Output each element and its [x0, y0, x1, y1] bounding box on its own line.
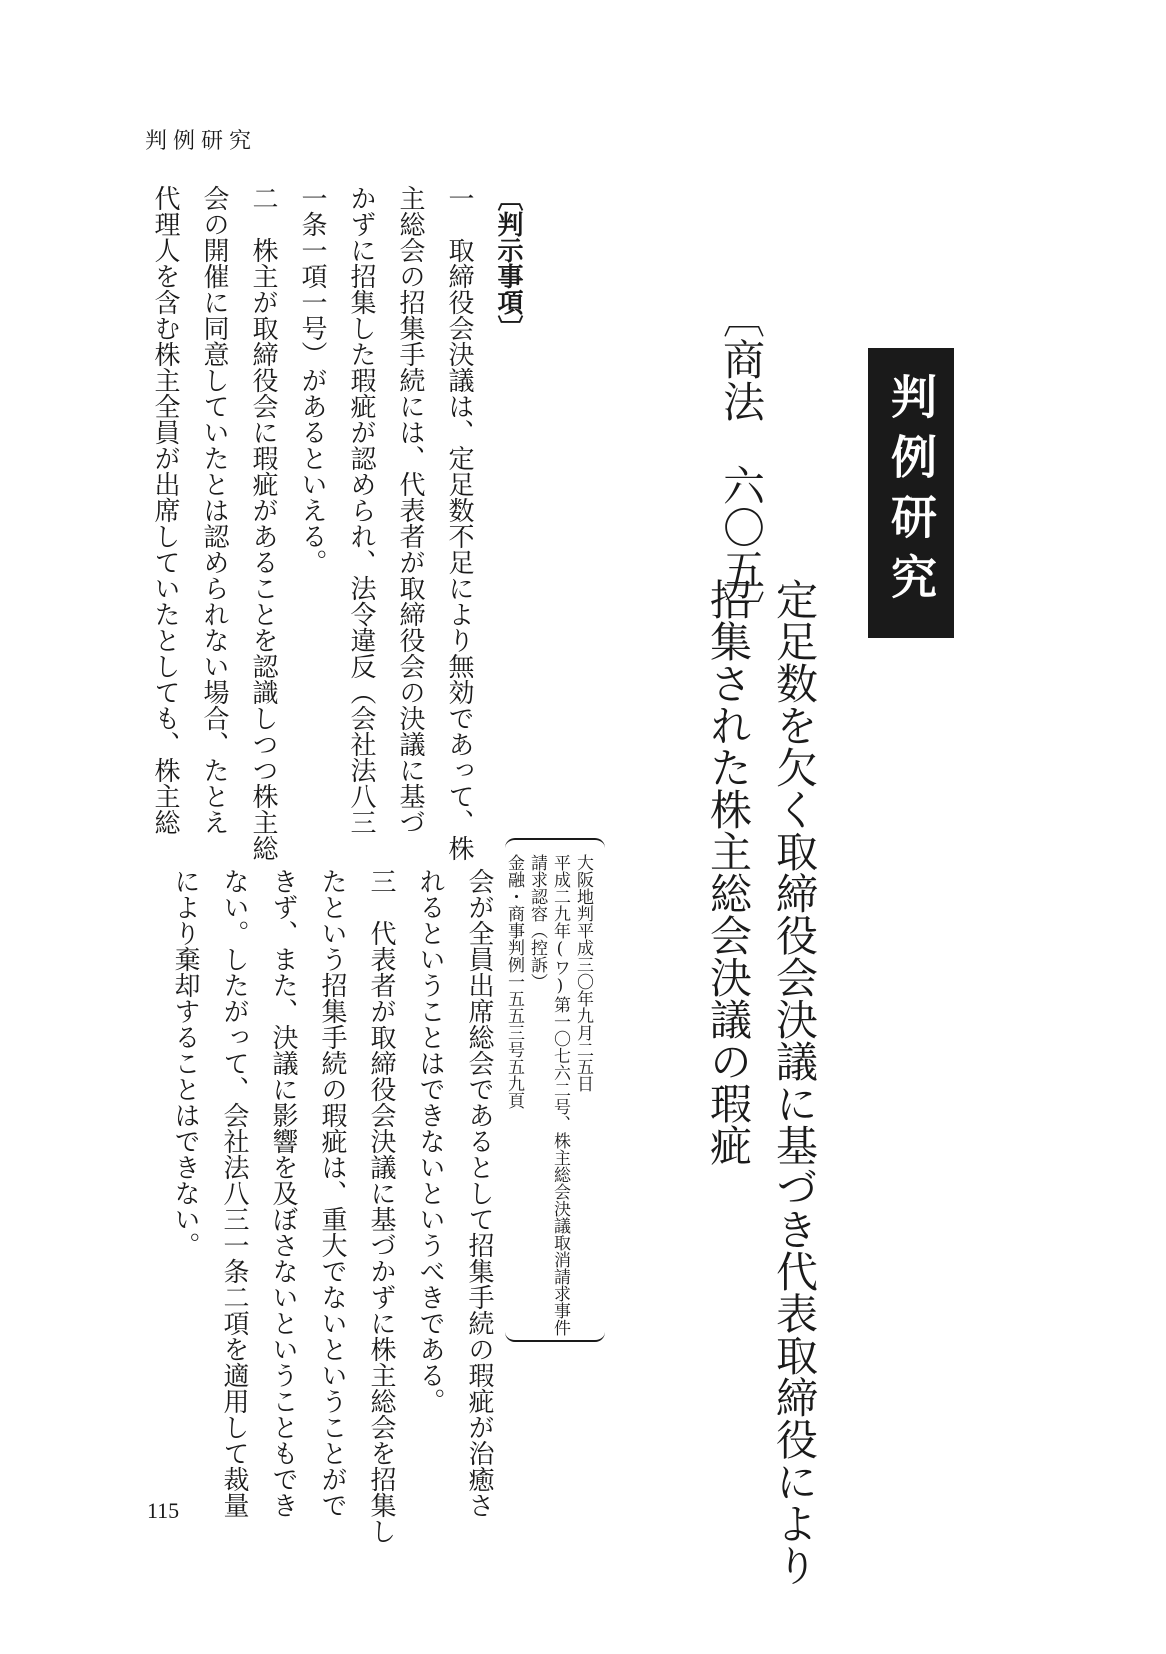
citation-line: 大阪地判平成三〇年九月二五日 [573, 854, 593, 1092]
holdings-line: 一 取締役会決議は、定足数不足により無効であって、株 [444, 185, 474, 861]
holdings-line: ない。したがって、会社法八三一条二項を適用して裁量 [219, 868, 249, 1518]
holdings-line: 代理人を含む株主全員が出席していたとしても、株主総 [150, 185, 180, 835]
holdings-line: 主総会の招集手続には、代表者が取締役会の決議に基づ [395, 185, 425, 835]
holdings-line: たという招集手続の瑕疵は、重大でないということがで [317, 868, 347, 1518]
holdings-line: 会が全員出席総会であるとして招集手続の瑕疵が治癒さ [464, 868, 494, 1518]
holdings-line: れるということはできないというべきである。 [415, 868, 445, 1414]
badge-char: 研 [884, 493, 938, 553]
holdings-line: 二 株主が取締役会に瑕疵があることを認識しつつ株主総 [248, 185, 278, 861]
case-study-badge [868, 348, 954, 638]
title-line: 招集された株主総会決議の瑕疵 [704, 578, 753, 1166]
citation-line: 請求認容（控訴） [527, 854, 547, 990]
case-citation [500, 848, 596, 1342]
citation-line: 金融・商事判例一五五三号五九頁 [504, 854, 524, 1109]
case-title [695, 578, 827, 1586]
holdings-line: 会の開催に同意していたとは認められない場合、たとえ [199, 185, 229, 835]
holdings-column-top [140, 185, 532, 861]
badge-char: 究 [884, 553, 938, 613]
holdings-line: により棄却することはできない。 [170, 868, 200, 1258]
holdings-line: 三 代表者が取締役会決議に基づかずに株主総会を招集し [366, 868, 396, 1544]
badge-char: 例 [884, 433, 938, 493]
holdings-line: かずに招集した瑕疵が認められ、法令違反（会社法八三 [346, 185, 376, 835]
holdings-line: きず、また、決議に影響を及ぼさないということもでき [268, 868, 298, 1518]
holdings-line: 一条一項一号）があるといえる。 [297, 185, 327, 575]
page-number: 115 [147, 1498, 180, 1523]
holdings-column-bottom [160, 868, 503, 1544]
holdings-heading: 〔判示事項〕 [493, 185, 523, 341]
citation-line: 平成二九年(ワ)第一〇七六二号、株主総会決議取消請求事件 [550, 854, 570, 1336]
badge-char: 判 [884, 373, 938, 433]
category-label: 〔商法 六〇五〕 [717, 296, 766, 632]
running-head: 判例研究 [145, 129, 258, 154]
title-line: 定足数を欠く取締役会決議に基づき代表取締役により [770, 578, 819, 1586]
